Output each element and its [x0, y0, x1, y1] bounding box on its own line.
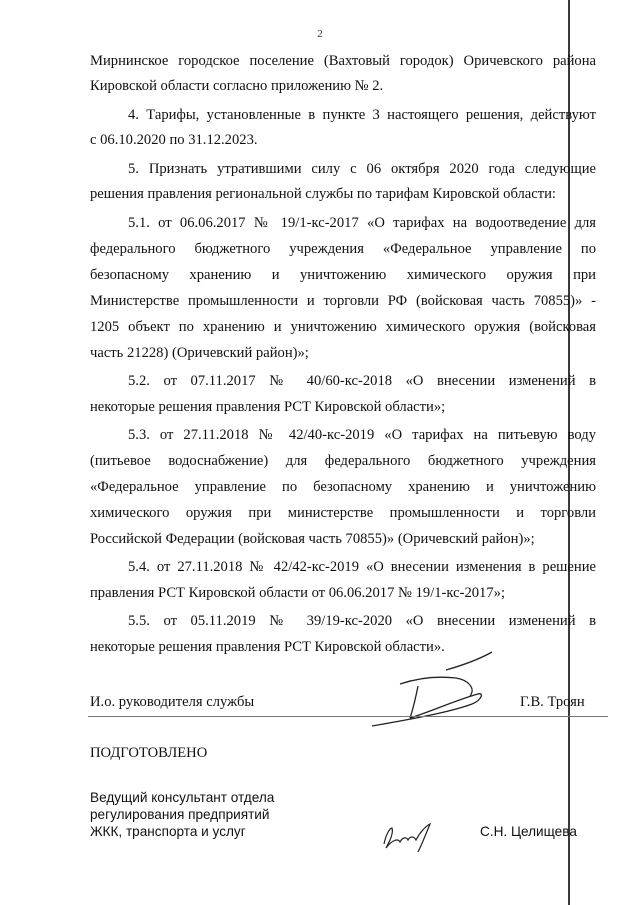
text-line: Мирнинское городское поселение (Вахтовый городок) Оричевского района: [90, 53, 596, 69]
prepared-role-line: регулирования предприятий: [90, 807, 270, 822]
text-line: с 06.10.2020 по 31.12.2023.: [90, 132, 258, 148]
text-line: 5.4. от 27.11.2018 № 42/42-кс-2019 «О внесении изменения в решение: [128, 559, 596, 575]
prepared-role-line: ЖКК, транспорта и услуг: [90, 824, 246, 839]
signatory-position: И.о. руководителя службы: [90, 694, 255, 710]
text-line: 5.1. от 06.06.2017 № 19/1-кс-2017 «О тарифах на водоотведение для: [128, 215, 596, 231]
text-line: федерального бюджетного учреждения «Федеральное управление по: [90, 241, 596, 257]
text-line: 5.2. от 07.11.2017 № 40/60-кс-2018 «О внесении изменений в: [128, 373, 596, 389]
prepared-heading: ПОДГОТОВЛЕНО: [90, 745, 208, 761]
text-line: Российской Федерации (войсковая часть 70855)» (Оричевский район)»;: [90, 531, 535, 547]
text-line: 5. Признать утратившими силу с 06 октября 2020 года следующие: [128, 161, 596, 177]
text-line: химического оружия при министерстве промышленности и торговли: [90, 505, 596, 521]
text-line: 1205 объект по хранению и уничтожению химического оружия (войсковая: [90, 319, 596, 335]
text-line: часть 21228) (Оричевский район)»;: [90, 345, 309, 361]
text-line: (питьевое водоснабжение) для федерального бюджетного учреждения: [90, 453, 596, 469]
text-line: правления РСТ Кировской области от 06.06.2017 № 19/1-кс-2017»;: [90, 585, 506, 601]
text-line: 5.3. от 27.11.2018 № 42/40-кс-2019 «О тарифах на питьевую воду: [128, 427, 596, 443]
signatory-name: Г.В. Троян: [520, 694, 585, 710]
text-line: «Федеральное управление по безопасному хранению и уничтожению: [90, 479, 596, 495]
prepared-name: С.Н. Целищева: [480, 824, 577, 839]
signature-divider: [88, 716, 608, 717]
text-line: некоторые решения правления РСТ Кировской области»;: [90, 399, 446, 415]
text-line: 5.5. от 05.11.2019 № 39/19-кс-2020 «О внесении изменений в: [128, 613, 596, 629]
text-line: Министерстве промышленности и торговли РФ (войсковая часть 70855)» -: [90, 293, 596, 309]
text-line: 4. Тарифы, установленные в пункте 3 настоящего решения, действуют: [128, 107, 596, 123]
text-line: некоторые решения правления РСТ Кировской области».: [90, 639, 445, 655]
text-line: Кировской области согласно приложению № 2.: [90, 78, 384, 94]
text-line: решения правления региональной службы по тарифам Кировской области:: [90, 186, 556, 202]
prepared-role-line: Ведущий консультант отдела: [90, 790, 275, 805]
page-number: 2: [317, 28, 323, 40]
text-line: безопасному хранению и уничтожению химического оружия при: [90, 267, 596, 283]
handwritten-signature-prepared: [378, 818, 438, 858]
